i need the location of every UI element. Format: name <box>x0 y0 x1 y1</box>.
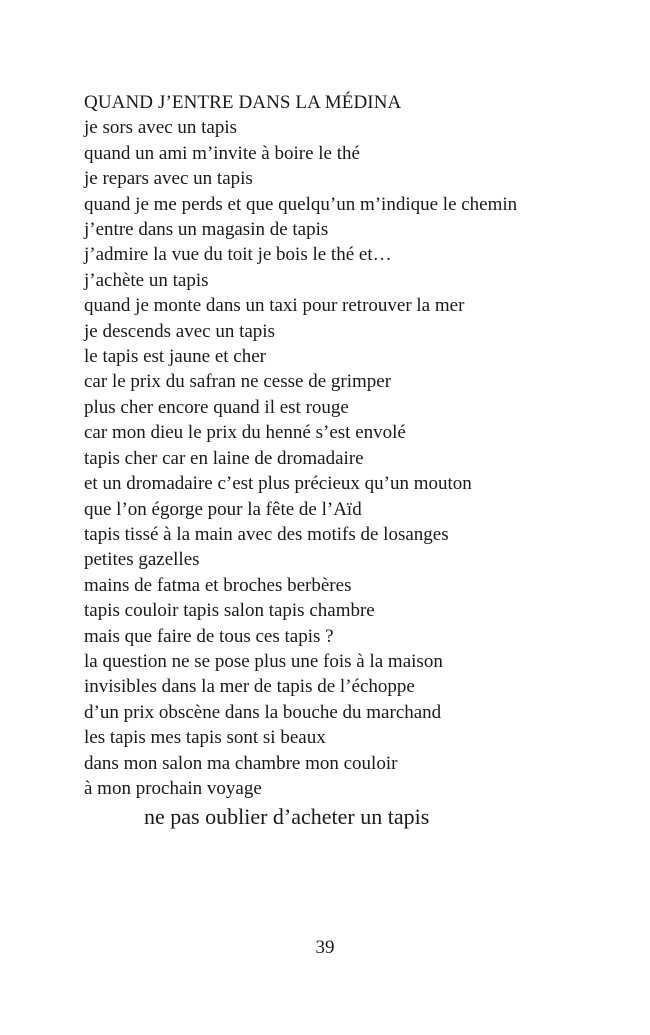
poem-line: à mon prochain voyage <box>84 777 262 799</box>
poem-line: je descends avec un tapis <box>84 320 275 342</box>
poem-line: tapis cher car en laine de dromadaire <box>84 447 364 469</box>
poem-line: invisibles dans la mer de tapis de l’échoppe <box>84 676 415 698</box>
poem-line: d’un prix obscène dans la bouche du marchand <box>84 701 442 723</box>
poem-title: QUAND J’ENTRE DANS LA MÉDINA <box>84 92 402 113</box>
poem-line: quand un ami m’invite à boire le thé <box>84 142 360 164</box>
poem-line: et un dromadaire c’est plus précieux qu’un mouton <box>84 473 472 495</box>
poem-line: plus cher encore quand il est rouge <box>84 396 349 418</box>
poem-final-line: ne pas oublier d’acheter un tapis <box>144 804 430 830</box>
poem <box>84 90 604 831</box>
poem-line: car le prix du safran ne cesse de grimper <box>84 371 392 393</box>
poem-line: tapis tissé à la main avec des motifs de losanges <box>84 523 449 545</box>
poem-line: quand je monte dans un taxi pour retrouver la mer <box>84 295 465 317</box>
poem-line: mais que faire de tous ces tapis ? <box>84 625 334 647</box>
poem-line: mains de fatma et broches berbères <box>84 574 352 596</box>
poem-line: je repars avec un tapis <box>84 168 253 190</box>
poem-line: la question ne se pose plus une fois à la maison <box>84 650 443 672</box>
poem-line: le tapis est jaune et cher <box>84 346 267 368</box>
poem-line: que l’on égorge pour la fête de l’Aïd <box>84 498 362 520</box>
page-number: 39 <box>315 937 335 958</box>
poem-line: je sors avec un tapis <box>84 117 238 139</box>
poem-line: j’entre dans un magasin de tapis <box>84 219 329 241</box>
poem-line: petites gazelles <box>84 549 200 571</box>
poem-line: quand je me perds et que quelqu’un m’indique le chemin <box>84 193 518 215</box>
poem-line: j’admire la vue du toit je bois le thé et… <box>84 244 392 266</box>
poem-line: car mon dieu le prix du henné s’est envolé <box>84 422 406 444</box>
poem-line: tapis couloir tapis salon tapis chambre <box>84 600 375 622</box>
poem-line: j’achète un tapis <box>84 269 209 291</box>
poem-line: dans mon salon ma chambre mon couloir <box>84 752 398 774</box>
poem-line: les tapis mes tapis sont si beaux <box>84 727 326 749</box>
